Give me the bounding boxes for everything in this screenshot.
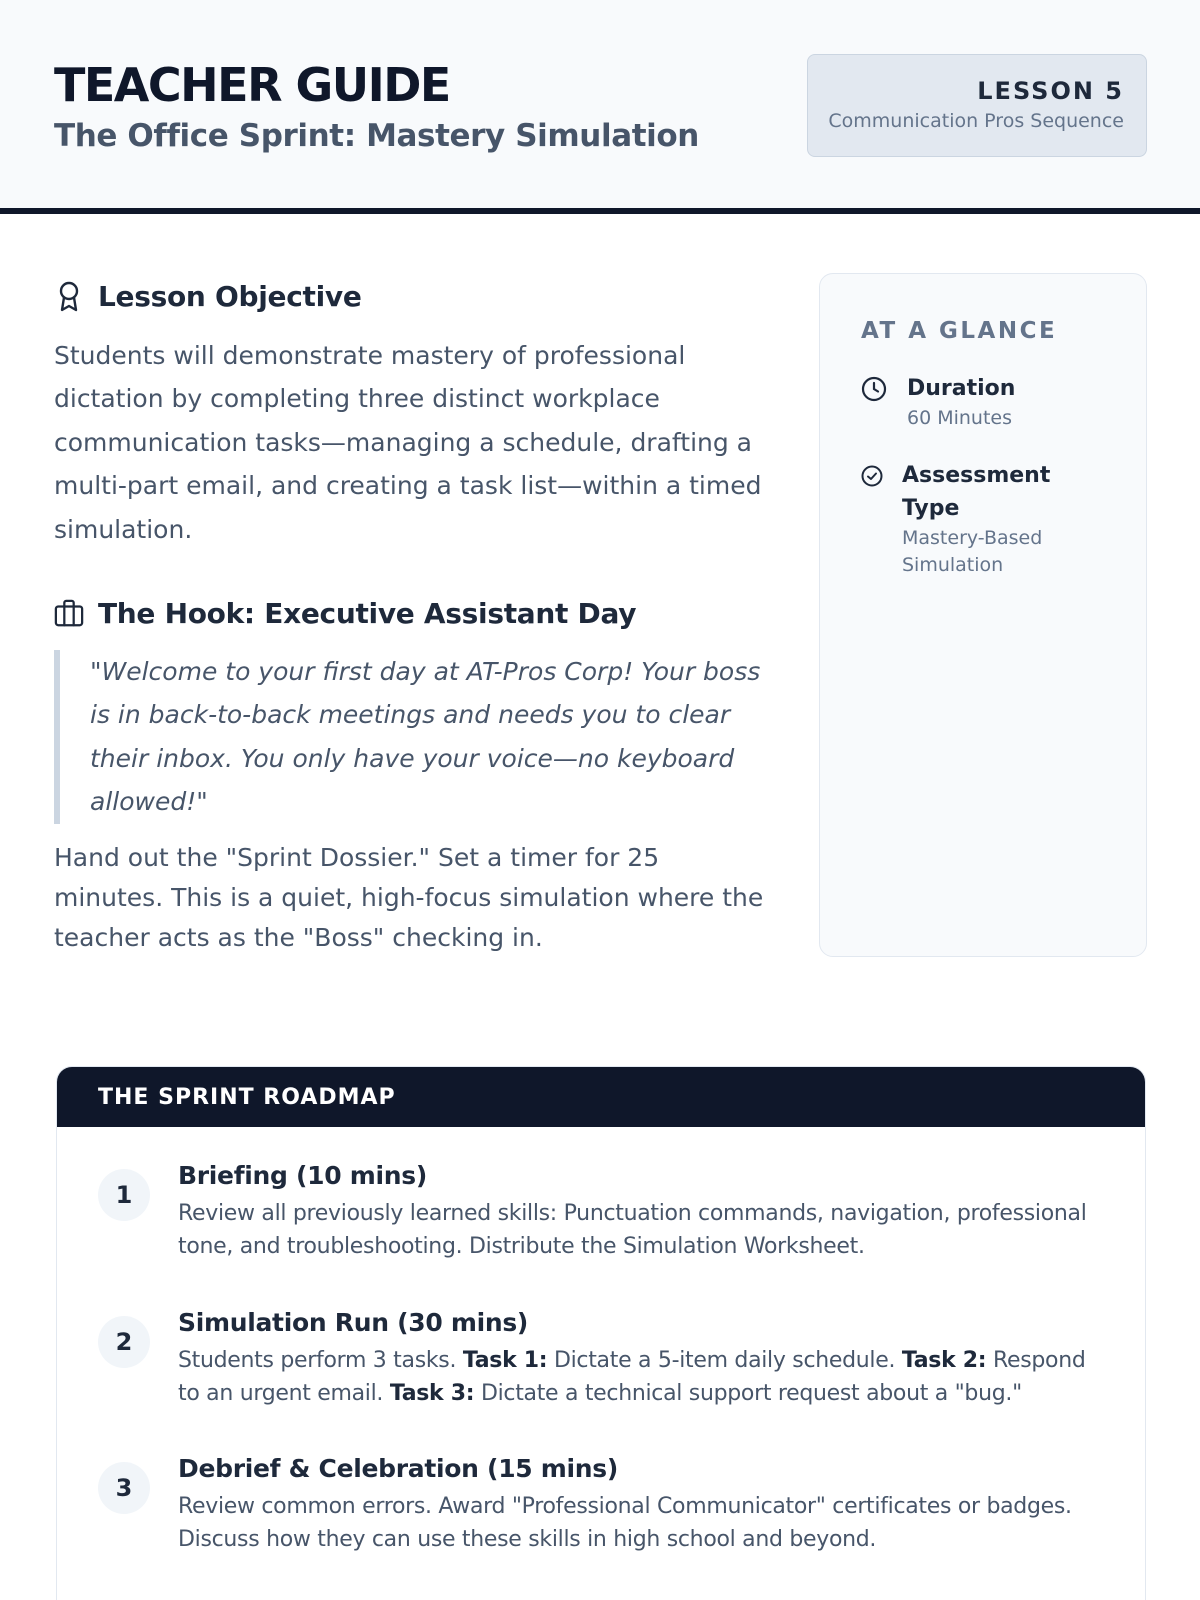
page-header	[0, 0, 1200, 214]
lesson-number: LESSON 5	[977, 77, 1124, 105]
duration-label: Duration	[907, 376, 1016, 401]
page-title: TEACHER GUIDE	[54, 58, 450, 112]
step-intro: Students perform 3 tasks.	[178, 1348, 457, 1373]
step-description: Review all previously learned skills: Punctuation commands, navigation, professional tone, and troubleshooting. Distribute the Simulation Worksheet.	[178, 1201, 1087, 1259]
duration-value: 60 Minutes	[907, 407, 1013, 429]
task-3-text: Dictate a technical support request about a "bug."	[480, 1381, 1022, 1406]
step-title: Simulation Run (30 mins)	[178, 1308, 529, 1337]
hook-instructions: Hand out the "Sprint Dossier." Set a timer for 25 minutes. This is a quiet, high-focus simulation where the teacher acts as the "Boss" checking in.	[54, 843, 764, 952]
step-description: Review common errors. Award "Professional Communicator" certificates or badges. Discuss how they can use these skills in high school and beyond.	[178, 1494, 1072, 1552]
step-number: 3	[98, 1462, 150, 1514]
step-title: Briefing (10 mins)	[178, 1161, 427, 1190]
briefcase-icon	[54, 598, 84, 628]
check-circle-icon	[861, 459, 902, 579]
step-description	[178, 1344, 1108, 1410]
assessment-item	[861, 459, 1091, 579]
objective-heading	[54, 278, 362, 314]
assessment-value: Mastery-Based Simulation	[902, 527, 1043, 576]
duration-item	[861, 372, 1015, 432]
lesson-badge	[807, 54, 1147, 157]
task-2-text: Respond to an urgent email.	[178, 1348, 1086, 1406]
hook-heading-label: The Hook: Executive Assistant Day	[98, 596, 637, 630]
roadmap-header	[57, 1067, 1145, 1127]
hook-heading	[54, 595, 636, 631]
step-title: Debrief & Celebration (15 mins)	[178, 1454, 619, 1483]
task-1-label: Task 1:	[462, 1348, 548, 1373]
page-subtitle: The Office Sprint: Mastery Simulation	[54, 118, 699, 154]
roadmap-title: THE SPRINT ROADMAP	[98, 1084, 396, 1110]
lesson-sequence: Communication Pros Sequence	[828, 110, 1124, 132]
objective-text: Students will demonstrate mastery of professional dictation by completing three distinct workplace communication tasks—managing a schedule, drafting a multi-part email, and creating a task list—within a timed simulation.	[54, 341, 762, 544]
task-1-text: Dictate a 5-item daily schedule.	[553, 1348, 896, 1373]
sprint-roadmap	[56, 1066, 1146, 1600]
assessment-label: Assessment Type	[902, 463, 1051, 521]
objective-heading-label: Lesson Objective	[98, 279, 362, 313]
at-a-glance-title: AT A GLANCE	[861, 318, 1058, 344]
step-number: 1	[98, 1169, 150, 1221]
task-2-label: Task 2:	[901, 1348, 987, 1373]
hook-quote: "Welcome to your first day at AT-Pros Corp! Your boss is in back-to-back meetings and needs you to clear their inbox. You only have your voice—no keyboard allowed!"	[54, 650, 774, 824]
at-a-glance-panel	[819, 273, 1147, 957]
step-number: 2	[98, 1316, 150, 1368]
clock-icon	[861, 372, 907, 432]
task-3-label: Task 3:	[389, 1381, 475, 1406]
award-ribbon-icon	[54, 281, 84, 311]
